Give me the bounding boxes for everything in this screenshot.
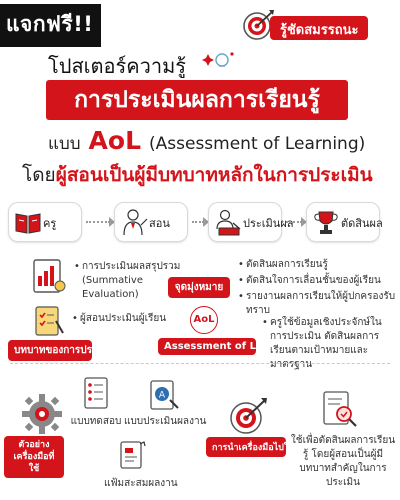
evaluation-icon	[146, 378, 180, 412]
flow-arrow	[286, 221, 302, 223]
portfolio-icon	[118, 438, 148, 472]
brand-label: รู้ชัดสมรรถนะ	[270, 16, 368, 40]
test-paper-icon	[82, 376, 110, 410]
gear-icon	[20, 392, 64, 436]
role-subtitle	[22, 160, 373, 190]
list-item: • ตัดสินใจการเลื่อนชั้นของผู้เรียน	[238, 274, 398, 288]
process-flow	[0, 196, 400, 250]
svg-text:A: A	[158, 390, 166, 401]
aol-subtitle	[48, 126, 365, 157]
flow-arrow	[192, 221, 204, 223]
free-tag: แจกฟรี!!	[0, 4, 101, 47]
step-teacher	[8, 202, 82, 242]
chart-list-icon	[28, 256, 68, 296]
trophy-icon	[311, 207, 341, 237]
book-icon	[13, 207, 43, 237]
role-left-list	[72, 312, 182, 328]
aol-badge: Assessment of Learning	[158, 338, 256, 355]
purpose-badge: จุดมุ่งหมาย	[168, 277, 230, 298]
mode-prefix: แบบ	[48, 134, 81, 154]
main-title-banner: การประเมินผลการเรียนรู้	[46, 80, 348, 120]
use-badge: การนำเครื่องมือไปใช้	[206, 437, 286, 457]
step-judge	[306, 202, 383, 242]
list-item: • รายงานผลการเรียนให้ผู้ปกครองรับทราบ	[238, 290, 398, 318]
aol-full-name: (Assessment of Learning)	[149, 134, 366, 154]
step-label: ประเมินผล	[243, 217, 294, 230]
writing-icon	[213, 207, 243, 237]
tool-label: แฟ้มสะสมผลงาน	[104, 478, 178, 489]
idea-sparkle-icon	[200, 48, 236, 74]
role-badge: บทบาทของการประเมิน	[8, 340, 92, 361]
aol-circle: AoL	[190, 306, 218, 334]
poster-title: โปสเตอร์ความรู้	[48, 54, 186, 78]
use-description: ใช้เพื่อตัดสินผลการเรียนรู้ โดยผู้สอนเป็นผู้มีบทบาทสำคัญในการประเมิน	[290, 435, 396, 488]
list-item: • ครูใช้ข้อมูลเชิงประจักษ์ในการประเมิน ตัดสินผลการเรียนตามเป้าหมายและมาตรฐาน	[262, 316, 396, 372]
step-label: ครู	[43, 217, 57, 230]
report-magnifier-icon	[318, 388, 360, 430]
teacher-icon	[119, 207, 149, 237]
section-divider	[10, 363, 390, 364]
tools-badge: ตัวอย่างเครื่องมือที่ใช้	[4, 436, 64, 478]
list-item: • ตัดสินผลการเรียนรู้	[238, 258, 398, 272]
aol-acronym: AoL	[88, 126, 142, 155]
list-item: • การประเมินผลสรุปรวม (Summative Evaluation)	[74, 260, 194, 302]
step-label: สอน	[149, 217, 170, 230]
tool-label: แบบประเมินผลงาน	[124, 416, 207, 427]
target-icon	[228, 396, 268, 436]
step-evaluate	[208, 202, 294, 242]
role-right-list	[262, 316, 396, 374]
flow-arrow	[86, 221, 110, 223]
list-item: • ผู้สอนประเมินผู้เรียน	[72, 312, 182, 326]
by-emphasis: ผู้สอนเป็นผู้มีบทบาทหลักในการประเมิน	[55, 164, 373, 186]
brand-logo	[242, 8, 392, 44]
checklist-icon	[30, 303, 66, 339]
tool-label: แบบทดสอบ	[70, 416, 122, 427]
purpose-right-list	[238, 258, 398, 320]
step-label: ตัดสินผล	[341, 217, 383, 230]
step-teach	[114, 202, 188, 242]
by-prefix: โดย	[22, 164, 56, 186]
